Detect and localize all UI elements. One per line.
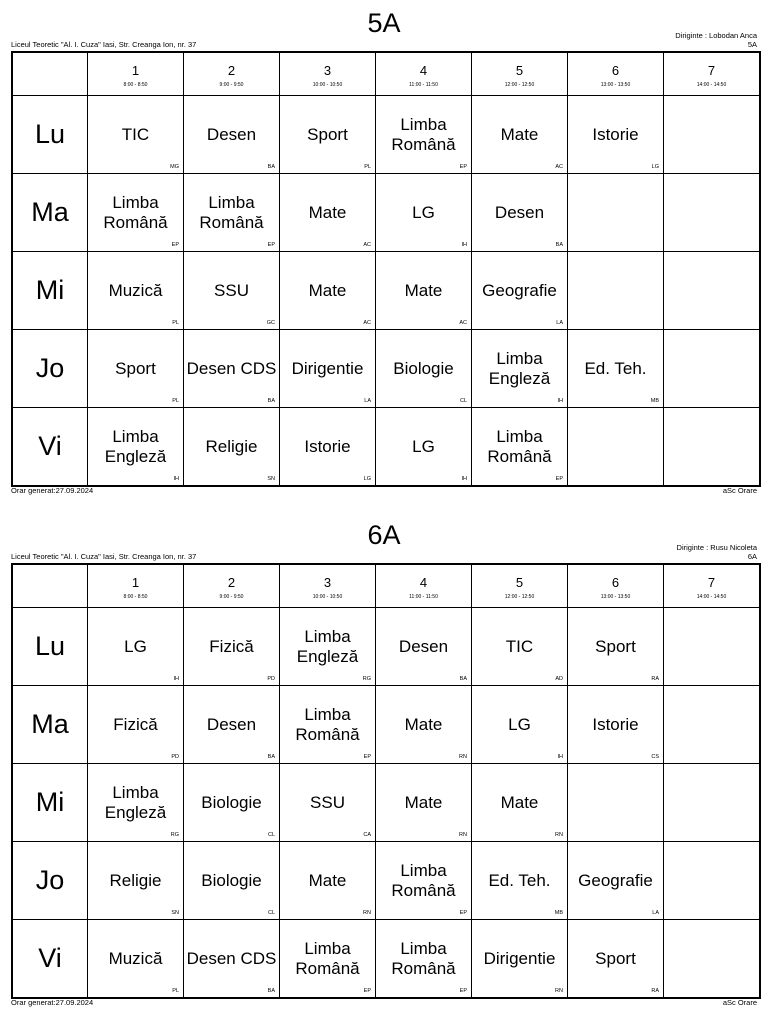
subject-name: SSU [214,280,249,300]
day-label: Jo [12,842,88,920]
period-header [376,52,472,96]
lesson-cell [664,96,761,174]
period-number: 5 [515,62,524,78]
period-number: 2 [227,574,236,590]
teacher-code: LA [556,320,563,326]
lesson-cell [664,686,761,764]
teacher-code: IH [461,242,467,248]
teacher-code: MB [554,910,563,916]
homeroom-teacher-block [675,31,757,49]
lesson-cell [376,608,472,686]
teacher-code: IH [173,476,179,482]
teacher-code: CL [267,910,275,916]
teacher-code: RN [555,832,563,838]
teacher-code: LA [652,910,659,916]
lesson-cell [280,330,376,408]
period-header [88,564,184,608]
teacher-code: RG [362,676,371,682]
subject-name: Limba Engleză [296,626,359,666]
subject-name: Geografie [482,280,557,300]
subject-name: Biologie [201,792,262,812]
lesson-cell [664,408,761,487]
subject-name: Fizică [113,714,158,734]
lesson-cell [664,174,761,252]
lesson-cell [88,686,184,764]
lesson-cell [280,608,376,686]
lesson-cell [280,842,376,920]
lesson-cell [664,920,761,999]
subject-name: LG [508,714,531,734]
lesson-cell [280,686,376,764]
teacher-code: LG [651,164,659,170]
lesson-cell [472,252,568,330]
software-credit: aSc Orare [722,998,757,1007]
day-row [12,252,760,330]
teacher-code: IH [461,476,467,482]
lesson-cell [472,842,568,920]
lesson-cell [568,608,664,686]
teacher-code: SN [267,476,275,482]
teacher-code: LG [363,476,371,482]
lesson-cell [184,608,280,686]
teacher-code: RN [555,988,563,994]
period-time: 9:00 - 9:50 [219,81,244,88]
period-time: 14:00 - 14:50 [696,81,727,88]
lesson-cell [376,408,472,487]
lesson-cell [184,96,280,174]
lesson-cell [376,686,472,764]
teacher-code: SN [171,910,179,916]
lesson-cell [184,252,280,330]
schedule-table [11,51,761,487]
period-number: 7 [707,62,716,78]
period-time: 12:00 - 12:50 [504,81,535,88]
teacher-code: CA [363,832,371,838]
lesson-cell [568,330,664,408]
subject-name: LG [124,636,147,656]
period-time: 10:00 - 10:50 [312,81,343,88]
lesson-cell [376,764,472,842]
subject-name: Dirigentie [483,948,556,968]
teacher-code: RN [459,754,467,760]
subject-name: Limba Română [295,704,360,744]
subject-name: Limba Engleză [488,348,551,388]
lesson-cell [472,608,568,686]
school-name: Liceul Teoretic "Al. I. Cuza" Iasi, Str. Creanga Ion, nr. 37 [11,40,197,49]
subject-name: Desen [206,714,257,734]
period-time: 9:00 - 9:50 [219,593,244,600]
period-header [568,52,664,96]
day-row [12,174,760,252]
day-label: Vi [12,920,88,999]
lesson-cell [184,408,280,487]
subject-name: LG [412,436,435,456]
teacher-code: EP [171,242,179,248]
teacher-code: IH [557,398,563,404]
teacher-code: AC [363,320,371,326]
day-row [12,920,760,999]
lesson-cell [472,408,568,487]
lesson-cell [472,330,568,408]
teacher-code: AC [363,242,371,248]
subject-name: Sport [307,124,348,144]
period-time: 11:00 - 11:50 [409,593,438,600]
period-time: 13:00 - 13:50 [600,81,631,88]
teacher-code: IH [557,754,563,760]
day-label: Jo [12,330,88,408]
corner-cell [12,52,88,96]
lesson-cell [568,686,664,764]
subject-name: Mate [404,792,443,812]
lesson-cell [376,330,472,408]
lesson-cell [184,330,280,408]
period-number: 1 [131,62,140,78]
homeroom-teacher-block [677,543,757,561]
lesson-cell [568,842,664,920]
lesson-cell [568,920,664,999]
lesson-cell [472,764,568,842]
homeroom-teacher: Diriginte : Rusu Nicoleta [676,543,757,552]
subject-name: Desen [494,202,545,222]
period-number: 2 [227,62,236,78]
period-number: 4 [419,574,428,590]
day-label: Mi [12,764,88,842]
lesson-cell [568,174,664,252]
lesson-cell [376,252,472,330]
schedule-table [11,563,761,999]
subject-name: Sport [595,636,636,656]
day-label: Mi [12,252,88,330]
lesson-cell [280,408,376,487]
period-time: 10:00 - 10:50 [312,593,343,600]
subject-name: Desen [206,124,257,144]
period-header [472,564,568,608]
lesson-cell [664,842,761,920]
period-header [280,564,376,608]
lesson-cell [472,686,568,764]
teacher-code: IH [173,676,179,682]
subject-name: Istorie [592,714,639,734]
teacher-code: BA [267,754,275,760]
period-header [472,52,568,96]
period-header [184,52,280,96]
lesson-cell [568,408,664,487]
corner-cell [12,564,88,608]
lesson-cell [184,920,280,999]
lesson-cell [280,96,376,174]
lesson-cell [88,608,184,686]
day-label: Ma [12,174,88,252]
lesson-cell [88,842,184,920]
lesson-cell [376,174,472,252]
subject-name: Dirigentie [291,358,364,378]
teacher-code: RA [651,676,659,682]
period-number: 7 [707,574,716,590]
period-time: 8:00 - 8:50 [123,593,148,600]
teacher-code: GC [266,320,275,326]
class-title: 5A [367,8,401,38]
period-number: 6 [611,62,620,78]
day-row [12,608,760,686]
subject-name: Desen CDS [186,948,277,968]
teacher-code: BA [555,242,563,248]
subject-name: Religie [109,870,162,890]
subject-name: Limba Engleză [104,782,167,822]
period-header [664,52,761,96]
lesson-cell [184,174,280,252]
subject-name: Fizică [209,636,254,656]
day-label: Lu [12,96,88,174]
period-time: 13:00 - 13:50 [600,593,631,600]
teacher-code: PD [171,754,179,760]
lesson-cell [664,764,761,842]
day-row [12,764,760,842]
teacher-code: CL [459,398,467,404]
period-header-row [12,52,760,96]
lesson-cell [472,920,568,999]
teacher-code: BA [267,164,275,170]
day-label: Vi [12,408,88,487]
generated-date: Orar generat:27.09.2024 [11,486,94,495]
teacher-code: PL [172,988,179,994]
teacher-code: RA [651,988,659,994]
lesson-cell [472,174,568,252]
subject-name: Biologie [393,358,454,378]
subject-name: SSU [310,792,345,812]
subject-name: Limba Română [391,860,456,900]
teacher-code: EP [459,910,467,916]
teacher-code: PD [267,676,275,682]
subject-name: Limba Română [391,938,456,978]
lesson-cell [88,408,184,487]
subject-name: Muzică [108,948,163,968]
period-header [664,564,761,608]
lesson-cell [280,252,376,330]
lesson-cell [184,842,280,920]
period-time: 12:00 - 12:50 [504,593,535,600]
lesson-cell [88,252,184,330]
subject-name: Religie [205,436,258,456]
lesson-cell [568,96,664,174]
subject-name: Limba Română [199,192,264,232]
lesson-cell [376,96,472,174]
subject-name: Limba Engleză [104,426,167,466]
lesson-cell [376,842,472,920]
lesson-cell [568,252,664,330]
generated-date: Orar generat:27.09.2024 [11,998,94,1007]
subject-name: Muzică [108,280,163,300]
subject-name: Mate [308,280,347,300]
period-number: 3 [323,62,332,78]
period-header-row [12,564,760,608]
teacher-code: EP [363,754,371,760]
subject-name: Ed. Teh. [584,358,647,378]
subject-name: Limba Română [391,114,456,154]
teacher-code: RN [459,832,467,838]
teacher-code: EP [267,242,275,248]
teacher-code: MB [650,398,659,404]
period-time: 8:00 - 8:50 [123,81,148,88]
period-header [184,564,280,608]
subject-name: Sport [115,358,156,378]
lesson-cell [184,764,280,842]
lesson-cell [664,608,761,686]
day-row [12,686,760,764]
class-title: 6A [367,520,401,550]
class-code: 5A [747,40,757,49]
period-time: 14:00 - 14:50 [696,593,727,600]
teacher-code: PL [172,320,179,326]
homeroom-teacher: Diriginte : Lobodan Anca [675,31,757,40]
period-header [88,52,184,96]
subject-name: Desen [398,636,449,656]
teacher-code: PL [364,164,371,170]
teacher-code: EP [555,476,563,482]
teacher-code: AD [555,676,563,682]
period-header [376,564,472,608]
software-credit: aSc Orare [722,486,757,495]
subject-name: Mate [500,124,539,144]
lesson-cell [88,174,184,252]
lesson-cell [88,96,184,174]
teacher-code: BA [267,398,275,404]
period-header [280,52,376,96]
subject-name: Sport [595,948,636,968]
subject-name: Desen CDS [186,358,277,378]
day-label: Ma [12,686,88,764]
period-header [568,564,664,608]
subject-name: TIC [121,124,150,144]
subject-name: Mate [404,280,443,300]
period-number: 3 [323,574,332,590]
subject-name: Biologie [201,870,262,890]
teacher-code: EP [459,164,467,170]
period-number: 5 [515,574,524,590]
teacher-code: RG [170,832,179,838]
teacher-code: AC [555,164,563,170]
teacher-code: CS [651,754,659,760]
teacher-code: RN [363,910,371,916]
lesson-cell [472,96,568,174]
teacher-code: MG [170,164,179,170]
teacher-code: AC [459,320,467,326]
subject-name: Ed. Teh. [488,870,551,890]
class-code: 6A [747,552,757,561]
day-label: Lu [12,608,88,686]
timetable-sheet [0,512,768,1024]
school-name: Liceul Teoretic "Al. I. Cuza" Iasi, Str. Creanga Ion, nr. 37 [11,552,197,561]
period-time: 11:00 - 11:50 [409,81,438,88]
teacher-code: BA [459,676,467,682]
lesson-cell [376,920,472,999]
teacher-code: LA [364,398,371,404]
subject-name: Limba Română [295,938,360,978]
subject-name: Mate [308,870,347,890]
teacher-code: CL [267,832,275,838]
period-number: 6 [611,574,620,590]
lesson-cell [88,764,184,842]
day-row [12,842,760,920]
day-row [12,330,760,408]
subject-name: LG [412,202,435,222]
subject-name: Geografie [578,870,653,890]
subject-name: Istorie [304,436,351,456]
lesson-cell [280,174,376,252]
lesson-cell [280,764,376,842]
day-row [12,96,760,174]
lesson-cell [664,252,761,330]
lesson-cell [568,764,664,842]
subject-name: Mate [404,714,443,734]
teacher-code: EP [459,988,467,994]
teacher-code: PL [172,398,179,404]
subject-name: TIC [505,636,534,656]
lesson-cell [280,920,376,999]
subject-name: Istorie [592,124,639,144]
lesson-cell [664,330,761,408]
lesson-cell [88,330,184,408]
lesson-cell [184,686,280,764]
subject-name: Limba Română [487,426,552,466]
teacher-code: EP [363,988,371,994]
day-row [12,408,760,487]
lesson-cell [88,920,184,999]
teacher-code: BA [267,988,275,994]
period-number: 1 [131,574,140,590]
period-number: 4 [419,62,428,78]
subject-name: Mate [500,792,539,812]
subject-name: Limba Română [103,192,168,232]
subject-name: Mate [308,202,347,222]
